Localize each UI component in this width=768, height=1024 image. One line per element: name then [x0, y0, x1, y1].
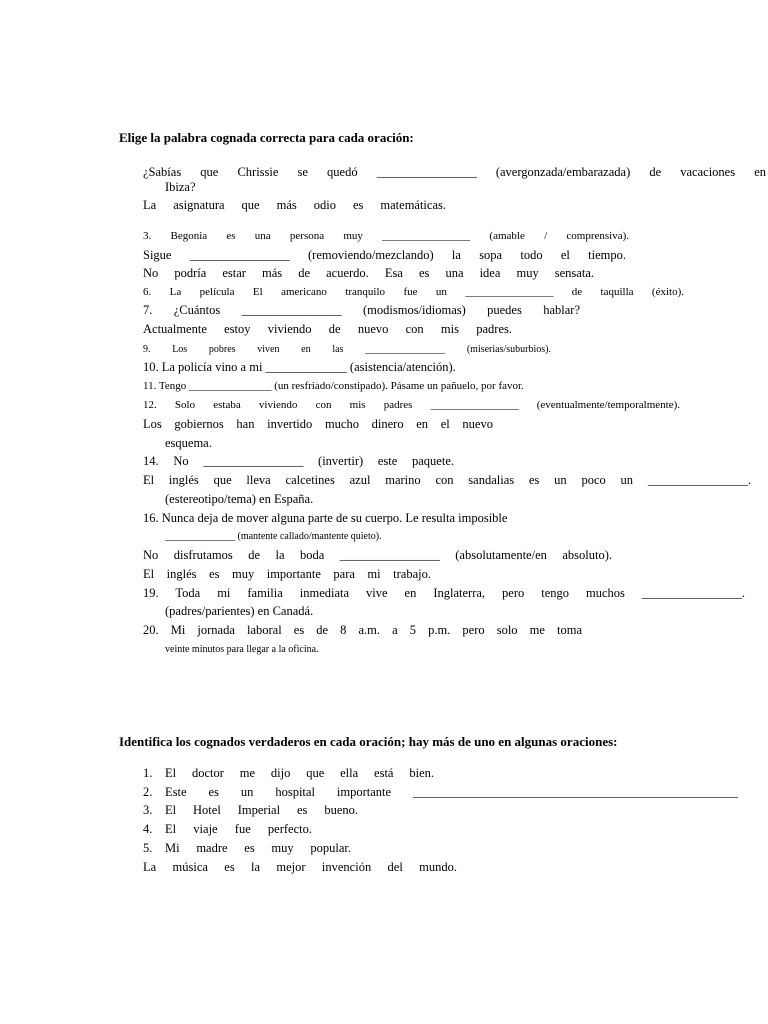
item-number: 1.	[143, 766, 153, 780]
exercise-line: 11. Tengo _______________ (un resfriado/constipado). Pásame un pañuelo, por favor.	[143, 380, 524, 392]
exercise-line: 12. Solo estaba viviendo con mis padres ________________ (eventualmente/temporalmente).	[143, 399, 680, 411]
item-number: 5.	[143, 841, 153, 855]
exercise-line: Actualmente estoy viviendo de nuevo con mis padres.	[143, 322, 512, 336]
item-number: 3.	[143, 803, 153, 817]
exercise-line: El inglés que lleva calcetines azul marino con sandalias es un poco un ________________.	[143, 473, 751, 487]
item-text: La música es la mejor invención del mundo.	[143, 860, 457, 874]
exercise-line-continuation: (padres/parientes) en Canadá.	[165, 604, 314, 618]
exercise-line: 9. Los pobres viven en las ________________ (miserias/suburbios).	[143, 344, 551, 355]
item-text: El doctor me dijo que ella está bien.	[165, 766, 434, 780]
exercise-line: Sigue ________________ (removiendo/mezclando) la sopa todo el tiempo.	[143, 248, 626, 262]
exercise-line: 14. No ________________ (invertir) este paquete.	[143, 454, 454, 468]
exercise-line-continuation: ______________ (mantente callado/mantente quieto).	[165, 531, 382, 542]
exercise-line: La asignatura que más odio es matemáticas.	[143, 198, 446, 212]
section2-heading: Identifica los cognados verdaderos en cada oración; hay más de uno en algunas oraciones:	[119, 734, 618, 749]
exercise-line: 3. Begonia es una persona muy ________________ (amable / comprensiva).	[143, 230, 629, 242]
exercise-line: 19. Toda mi familia inmediata vive en Inglaterra, pero tengo muchos ________________.	[143, 586, 745, 600]
exercise-line-continuation: esquema.	[165, 436, 212, 450]
item-number: 4.	[143, 822, 153, 836]
exercise-line: 20. Mi jornada laboral es de 8 a.m. a 5 p.m. pero solo me toma	[143, 623, 582, 637]
item-text: El Hotel Imperial es bueno.	[165, 803, 358, 817]
exercise-line: Los gobiernos han invertido mucho dinero en el nuevo	[143, 417, 493, 431]
item-text: Este es un hospital importante ____________________________________________________	[165, 785, 738, 799]
exercise-line: 10. La policía vino a mi _____________ (asistencia/atención).	[143, 360, 456, 374]
exercise-line: 16. Nunca deja de mover alguna parte de su cuerpo. Le resulta imposible	[143, 511, 508, 525]
item-number: 2.	[143, 785, 153, 799]
exercise-line: ¿Sabías que Chrissie se quedó ________________ (avergonzada/embarazada) de vacaciones en	[143, 165, 766, 179]
exercise-line-continuation: (estereotipo/tema) en España.	[165, 492, 314, 506]
exercise-line: 7. ¿Cuántos ________________ (modismos/idiomas) puedes hablar?	[143, 303, 580, 317]
exercise-line-continuation: Ibiza?	[165, 180, 196, 194]
exercise-line: El inglés es muy importante para mi trabajo.	[143, 567, 431, 581]
exercise-line-continuation: veinte minutos para llegar a la oficina.	[165, 644, 319, 655]
item-text: Mi madre es muy popular.	[165, 841, 351, 855]
section1-heading: Elige la palabra cognada correcta para cada oración:	[119, 130, 414, 145]
item-text: El viaje fue perfecto.	[165, 822, 312, 836]
exercise-line: No disfrutamos de la boda ________________ (absolutamente/en absoluto).	[143, 548, 612, 562]
exercise-line: No podría estar más de acuerdo. Esa es una idea muy sensata.	[143, 266, 594, 280]
exercise-line: 6. La película El americano tranquilo fue un ________________ de taquilla (éxito).	[143, 286, 684, 298]
